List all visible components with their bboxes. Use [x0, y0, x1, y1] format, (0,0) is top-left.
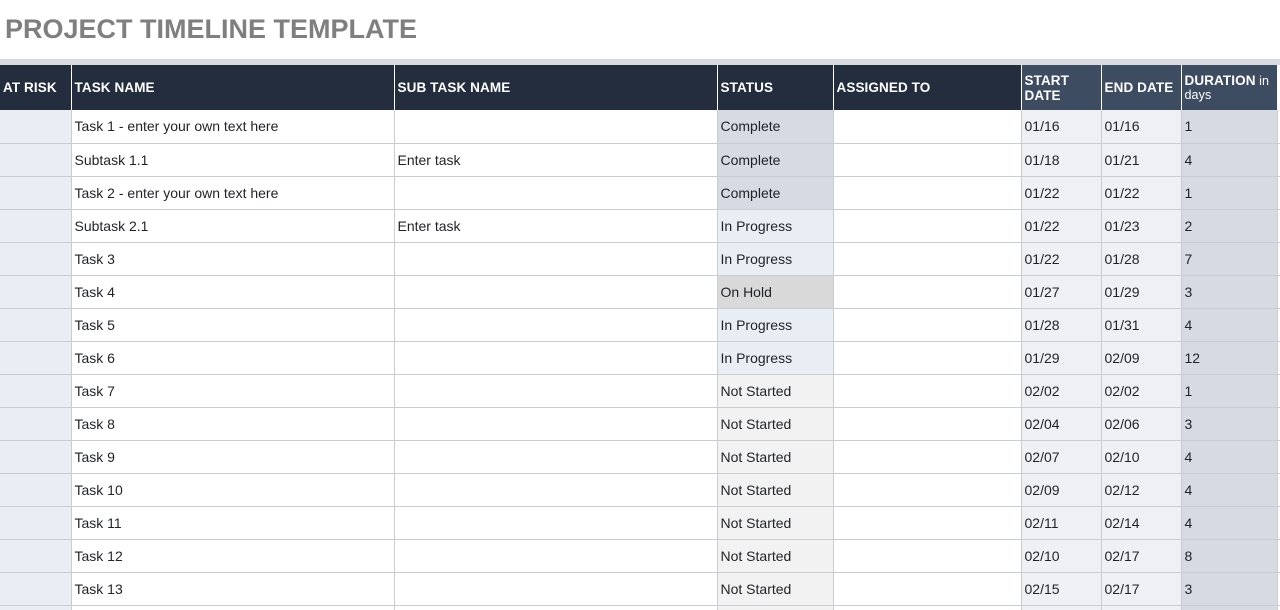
cell-at-risk[interactable]: [0, 407, 71, 440]
cell-task-name[interactable]: Task 3: [71, 242, 394, 275]
table-row: [0, 605, 1280, 610]
cell-status[interactable]: In Progress: [717, 242, 833, 275]
cell-assigned-to[interactable]: [833, 473, 1021, 506]
cell-sub-task-name[interactable]: [394, 308, 717, 341]
cell-assigned-to[interactable]: [833, 374, 1021, 407]
cell-duration[interactable]: 4: [1181, 440, 1277, 473]
cell-assigned-to[interactable]: [833, 440, 1021, 473]
cell-start-date[interactable]: 02/11: [1021, 506, 1101, 539]
cell-status[interactable]: In Progress: [717, 209, 833, 242]
cell-assigned-to[interactable]: [833, 242, 1021, 275]
table-row: [0, 506, 1280, 539]
timeline-table: [0, 65, 1280, 610]
cell-task-name[interactable]: Task 6: [71, 341, 394, 374]
cell-at-risk[interactable]: [0, 506, 71, 539]
table-row: [0, 143, 1280, 176]
cell-start-date[interactable]: 01/29: [1021, 341, 1101, 374]
cell-duration[interactable]: 1: [1181, 374, 1277, 407]
header-duration-label: DURATION: [1184, 73, 1256, 88]
cell-end-date[interactable]: [1101, 605, 1181, 610]
cell-status[interactable]: Not Started: [717, 572, 833, 605]
cell-assigned-to[interactable]: [833, 539, 1021, 572]
cell-task-name[interactable]: Task 10: [71, 473, 394, 506]
table-body: [0, 110, 1280, 610]
cell-at-risk[interactable]: [0, 572, 71, 605]
cell-at-risk[interactable]: [0, 176, 71, 209]
cell-assigned-to[interactable]: [833, 341, 1021, 374]
cell-assigned-to[interactable]: [833, 143, 1021, 176]
table-header: [0, 65, 1280, 110]
cell-end-date[interactable]: 01/21: [1101, 143, 1181, 176]
cell-end-date[interactable]: 02/12: [1101, 473, 1181, 506]
cell-task-name[interactable]: Task 5: [71, 308, 394, 341]
cell-at-risk[interactable]: [0, 110, 71, 143]
cell-end-date[interactable]: 02/17: [1101, 572, 1181, 605]
cell-status[interactable]: Not Started: [717, 539, 833, 572]
cell-task-name[interactable]: Subtask 2.1: [71, 209, 394, 242]
header-sub-task-name[interactable]: SUB TASK NAME: [394, 65, 717, 110]
cell-at-risk[interactable]: [0, 440, 71, 473]
table-row: [0, 110, 1280, 143]
cell-duration[interactable]: 4: [1181, 143, 1277, 176]
cell-sub-task-name[interactable]: Enter task: [394, 209, 717, 242]
cell-sub-task-name[interactable]: [394, 572, 717, 605]
cell-task-name[interactable]: [71, 605, 394, 610]
cell-at-risk[interactable]: [0, 341, 71, 374]
cell-duration[interactable]: 1: [1181, 176, 1277, 209]
title-bar: [0, 0, 1280, 60]
table-row: [0, 572, 1280, 605]
cell-status[interactable]: Not Started: [717, 440, 833, 473]
cell-end-date[interactable]: 01/31: [1101, 308, 1181, 341]
cell-end-date[interactable]: 02/02: [1101, 374, 1181, 407]
cell-start-date[interactable]: 02/15: [1021, 572, 1101, 605]
cell-status[interactable]: In Progress: [717, 341, 833, 374]
cell-duration[interactable]: 4: [1181, 473, 1277, 506]
cell-sub-task-name[interactable]: [394, 374, 717, 407]
cell-end-date[interactable]: 02/17: [1101, 539, 1181, 572]
cell-status[interactable]: Not Started: [717, 407, 833, 440]
cell-assigned-to[interactable]: [833, 572, 1021, 605]
cell-status[interactable]: Complete: [717, 176, 833, 209]
cell-task-name[interactable]: Task 7: [71, 374, 394, 407]
cell-start-date[interactable]: 02/04: [1021, 407, 1101, 440]
cell-duration[interactable]: 7: [1181, 242, 1277, 275]
header-duration-unit: in days: [1184, 74, 1270, 102]
cell-start-date[interactable]: 02/07: [1021, 440, 1101, 473]
cell-sub-task-name[interactable]: [394, 275, 717, 308]
cell-start-date[interactable]: 01/18: [1021, 143, 1101, 176]
cell-status[interactable]: Not Started: [717, 374, 833, 407]
cell-start-date[interactable]: [1021, 605, 1101, 610]
cell-at-risk[interactable]: [0, 605, 71, 610]
header-task-name[interactable]: TASK NAME: [71, 65, 394, 110]
cell-end-date[interactable]: 02/06: [1101, 407, 1181, 440]
table-row: [0, 308, 1280, 341]
cell-assigned-to[interactable]: [833, 506, 1021, 539]
cell-start-date[interactable]: 02/10: [1021, 539, 1101, 572]
cell-duration[interactable]: 4: [1181, 506, 1277, 539]
cell-sub-task-name[interactable]: [394, 440, 717, 473]
cell-end-date[interactable]: 02/14: [1101, 506, 1181, 539]
cell-status[interactable]: In Progress: [717, 308, 833, 341]
cell-assigned-to[interactable]: [833, 407, 1021, 440]
table-row: [0, 242, 1280, 275]
cell-start-date[interactable]: 01/16: [1021, 110, 1101, 143]
cell-at-risk[interactable]: [0, 242, 71, 275]
cell-assigned-to[interactable]: [833, 308, 1021, 341]
cell-at-risk[interactable]: [0, 539, 71, 572]
cell-task-name[interactable]: Task 2 - enter your own text here: [71, 176, 394, 209]
cell-at-risk[interactable]: [0, 143, 71, 176]
cell-at-risk[interactable]: [0, 209, 71, 242]
cell-task-name[interactable]: Task 8: [71, 407, 394, 440]
cell-sub-task-name[interactable]: [394, 176, 717, 209]
table-row: [0, 341, 1280, 374]
cell-task-name[interactable]: Task 9: [71, 440, 394, 473]
table-row: [0, 374, 1280, 407]
table-row: [0, 176, 1280, 209]
table-row: [0, 473, 1280, 506]
cell-sub-task-name[interactable]: [394, 539, 717, 572]
cell-status[interactable]: Not Started: [717, 506, 833, 539]
cell-duration[interactable]: 3: [1181, 275, 1277, 308]
page-title[interactable]: PROJECT TIMELINE TEMPLATE: [5, 14, 418, 44]
cell-start-date[interactable]: 01/22: [1021, 242, 1101, 275]
cell-sub-task-name[interactable]: [394, 341, 717, 374]
table-row: [0, 440, 1280, 473]
header-assigned-to[interactable]: ASSIGNED TO: [833, 65, 1021, 110]
cell-duration[interactable]: 1: [1181, 110, 1277, 143]
cell-status[interactable]: Complete: [717, 110, 833, 143]
cell-assigned-to[interactable]: [833, 176, 1021, 209]
cell-start-date[interactable]: 01/27: [1021, 275, 1101, 308]
cell-end-date[interactable]: 02/10: [1101, 440, 1181, 473]
table-row: [0, 275, 1280, 308]
cell-sub-task-name[interactable]: [394, 110, 717, 143]
timeline-grid: [0, 65, 1280, 610]
cell-end-date[interactable]: 01/28: [1101, 242, 1181, 275]
cell-task-name[interactable]: Task 13: [71, 572, 394, 605]
cell-duration[interactable]: 8: [1181, 539, 1277, 572]
cell-duration[interactable]: [1181, 605, 1277, 610]
cell-start-date[interactable]: 01/28: [1021, 308, 1101, 341]
cell-sub-task-name[interactable]: [394, 506, 717, 539]
header-start-date[interactable]: START DATE: [1021, 65, 1101, 110]
cell-start-date[interactable]: 02/09: [1021, 473, 1101, 506]
table-row: [0, 209, 1280, 242]
cell-end-date[interactable]: 02/09: [1101, 341, 1181, 374]
cell-start-date[interactable]: 01/22: [1021, 209, 1101, 242]
cell-duration[interactable]: 3: [1181, 407, 1277, 440]
cell-assigned-to[interactable]: [833, 209, 1021, 242]
cell-sub-task-name[interactable]: [394, 407, 717, 440]
cell-status[interactable]: Complete: [717, 143, 833, 176]
cell-end-date[interactable]: 01/16: [1101, 110, 1181, 143]
cell-end-date[interactable]: 01/22: [1101, 176, 1181, 209]
cell-at-risk[interactable]: [0, 374, 71, 407]
cell-at-risk[interactable]: [0, 308, 71, 341]
cell-duration[interactable]: 2: [1181, 209, 1277, 242]
cell-start-date[interactable]: 01/22: [1021, 176, 1101, 209]
header-at-risk[interactable]: AT RISK: [0, 65, 71, 110]
table-row: [0, 539, 1280, 572]
cell-assigned-to[interactable]: [833, 605, 1021, 610]
cell-status[interactable]: Not Started: [717, 473, 833, 506]
table-row: [0, 407, 1280, 440]
cell-duration[interactable]: 12: [1181, 341, 1277, 374]
cell-end-date[interactable]: 01/29: [1101, 275, 1181, 308]
cell-task-name[interactable]: Task 12: [71, 539, 394, 572]
cell-task-name[interactable]: Task 1 - enter your own text here: [71, 110, 394, 143]
cell-at-risk[interactable]: [0, 473, 71, 506]
cell-status[interactable]: On Hold: [717, 275, 833, 308]
cell-duration[interactable]: 3: [1181, 572, 1277, 605]
cell-start-date[interactable]: 02/02: [1021, 374, 1101, 407]
cell-assigned-to[interactable]: [833, 110, 1021, 143]
cell-sub-task-name[interactable]: [394, 605, 717, 610]
cell-sub-task-name[interactable]: [394, 242, 717, 275]
cell-end-date[interactable]: 01/23: [1101, 209, 1181, 242]
header-end-date[interactable]: END DATE: [1101, 65, 1181, 110]
cell-status[interactable]: [717, 605, 833, 610]
cell-task-name[interactable]: Subtask 1.1: [71, 143, 394, 176]
header-status[interactable]: STATUS: [717, 65, 833, 110]
cell-duration[interactable]: 4: [1181, 308, 1277, 341]
cell-sub-task-name[interactable]: Enter task: [394, 143, 717, 176]
cell-sub-task-name[interactable]: [394, 473, 717, 506]
cell-assigned-to[interactable]: [833, 275, 1021, 308]
cell-task-name[interactable]: Task 11: [71, 506, 394, 539]
header-duration[interactable]: [1181, 65, 1277, 110]
cell-task-name[interactable]: Task 4: [71, 275, 394, 308]
cell-at-risk[interactable]: [0, 275, 71, 308]
